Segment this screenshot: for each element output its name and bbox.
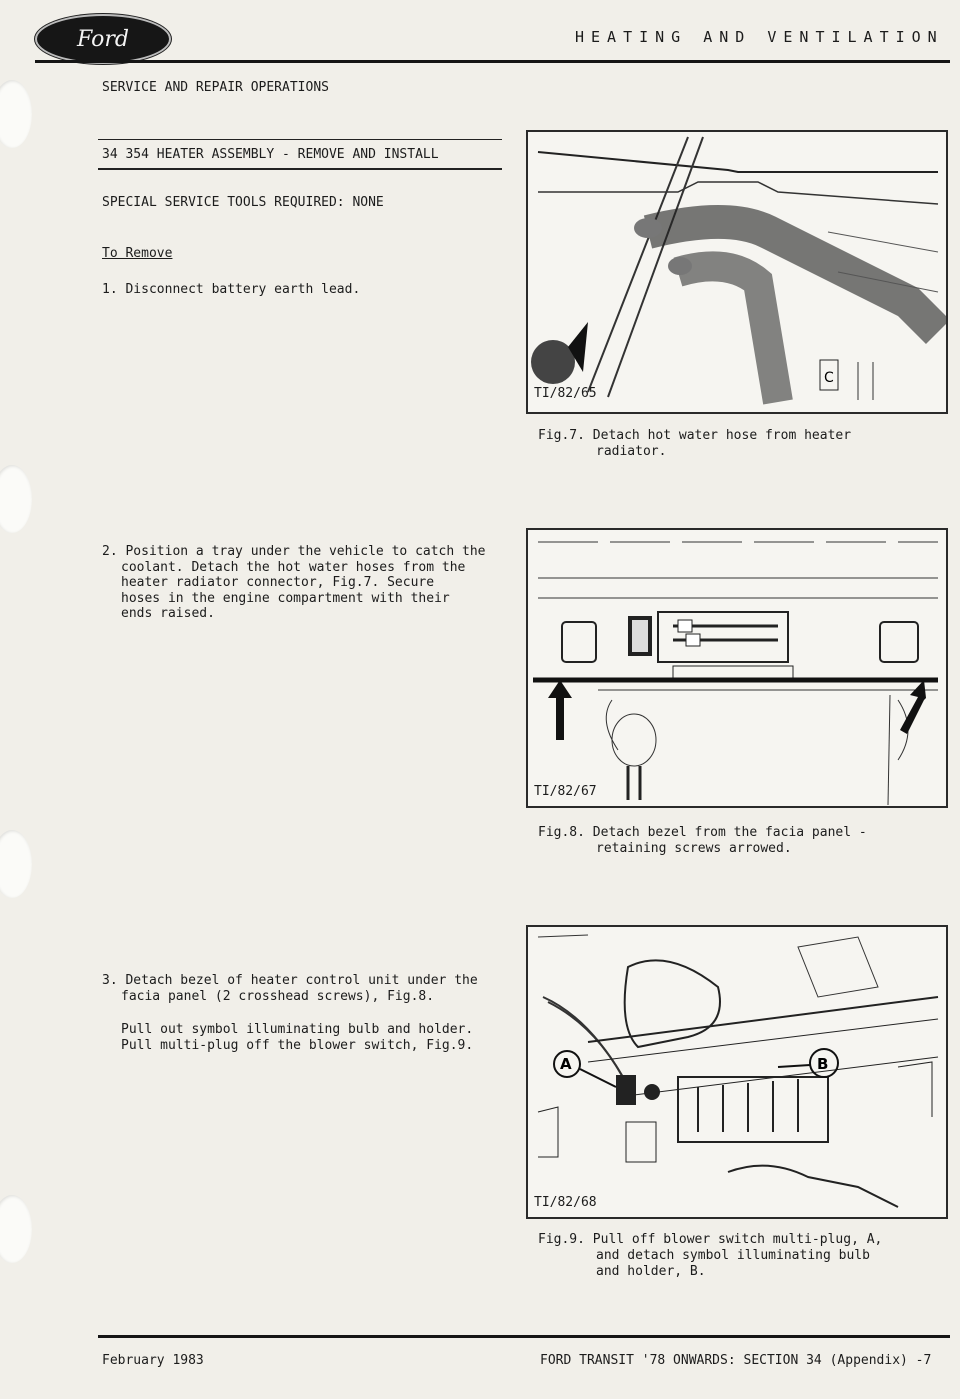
special-tools: SPECIAL SERVICE TOOLS REQUIRED: NONE: [102, 195, 384, 210]
binder-hole: [0, 830, 32, 898]
footer-date: February 1983: [102, 1353, 204, 1368]
blower-switch-drawing: [528, 927, 946, 1217]
figure-7-code: TI/82/65: [534, 386, 597, 401]
figure-7-illustration: [526, 130, 948, 414]
svg-text:C: C: [824, 370, 834, 386]
binder-hole: [0, 465, 32, 533]
figure-8-code: TI/82/67: [534, 784, 597, 799]
step-1: 1. Disconnect battery earth lead.: [102, 282, 361, 297]
page-header-title: HEATING AND VENTILATION: [575, 28, 944, 46]
ford-logo: [35, 14, 171, 64]
step-2: 2. Position a tray under the vehicle to catch the coolant. Detach the hot water hoses from the heater radiator connector, Fig.7. Secure hoses in the engine compartment with their ends raised.: [102, 544, 486, 621]
title-rule-bottom: [98, 168, 502, 170]
figure-8-illustration: [526, 528, 948, 808]
operation-title: 34 354 HEATER ASSEMBLY - REMOVE AND INSTALL: [102, 147, 439, 162]
section-heading: SERVICE AND REPAIR OPERATIONS: [102, 80, 329, 95]
header-rule: [35, 60, 950, 63]
callout-label-a: A: [560, 1055, 572, 1073]
facia-panel-drawing: [528, 530, 946, 806]
callout-label-b: B: [817, 1055, 829, 1073]
footer-reference: FORD TRANSIT '78 ONWARDS: SECTION 34 (Appendix) -7: [540, 1353, 932, 1368]
figure-9-caption: Fig.9. Pull off blower switch multi-plug, A, and detach symbol illuminating bulb and holder, B.: [538, 1232, 883, 1279]
step-3: 3. Detach bezel of heater control unit under the facia panel (2 crosshead screws), Fig.8.: [102, 973, 478, 1004]
logo-text: Ford: [77, 26, 129, 52]
subheading-to-remove: To Remove: [102, 246, 173, 261]
binder-hole: [0, 80, 32, 148]
hose-drawing: [528, 132, 946, 412]
step-3-continued: Pull out symbol illuminating bulb and holder. Pull multi-plug off the blower switch, Fig.9.: [121, 1022, 474, 1053]
figure-8-caption: Fig.8. Detach bezel from the facia panel - retaining screws arrowed.: [538, 825, 867, 856]
binder-hole: [0, 1195, 32, 1263]
figure-9-illustration: [526, 925, 948, 1219]
title-rule-top: [98, 139, 502, 140]
footer-rule: [98, 1335, 950, 1338]
figure-9-code: TI/82/68: [534, 1195, 597, 1210]
figure-7-caption: Fig.7. Detach hot water hose from heater radiator.: [538, 428, 852, 459]
